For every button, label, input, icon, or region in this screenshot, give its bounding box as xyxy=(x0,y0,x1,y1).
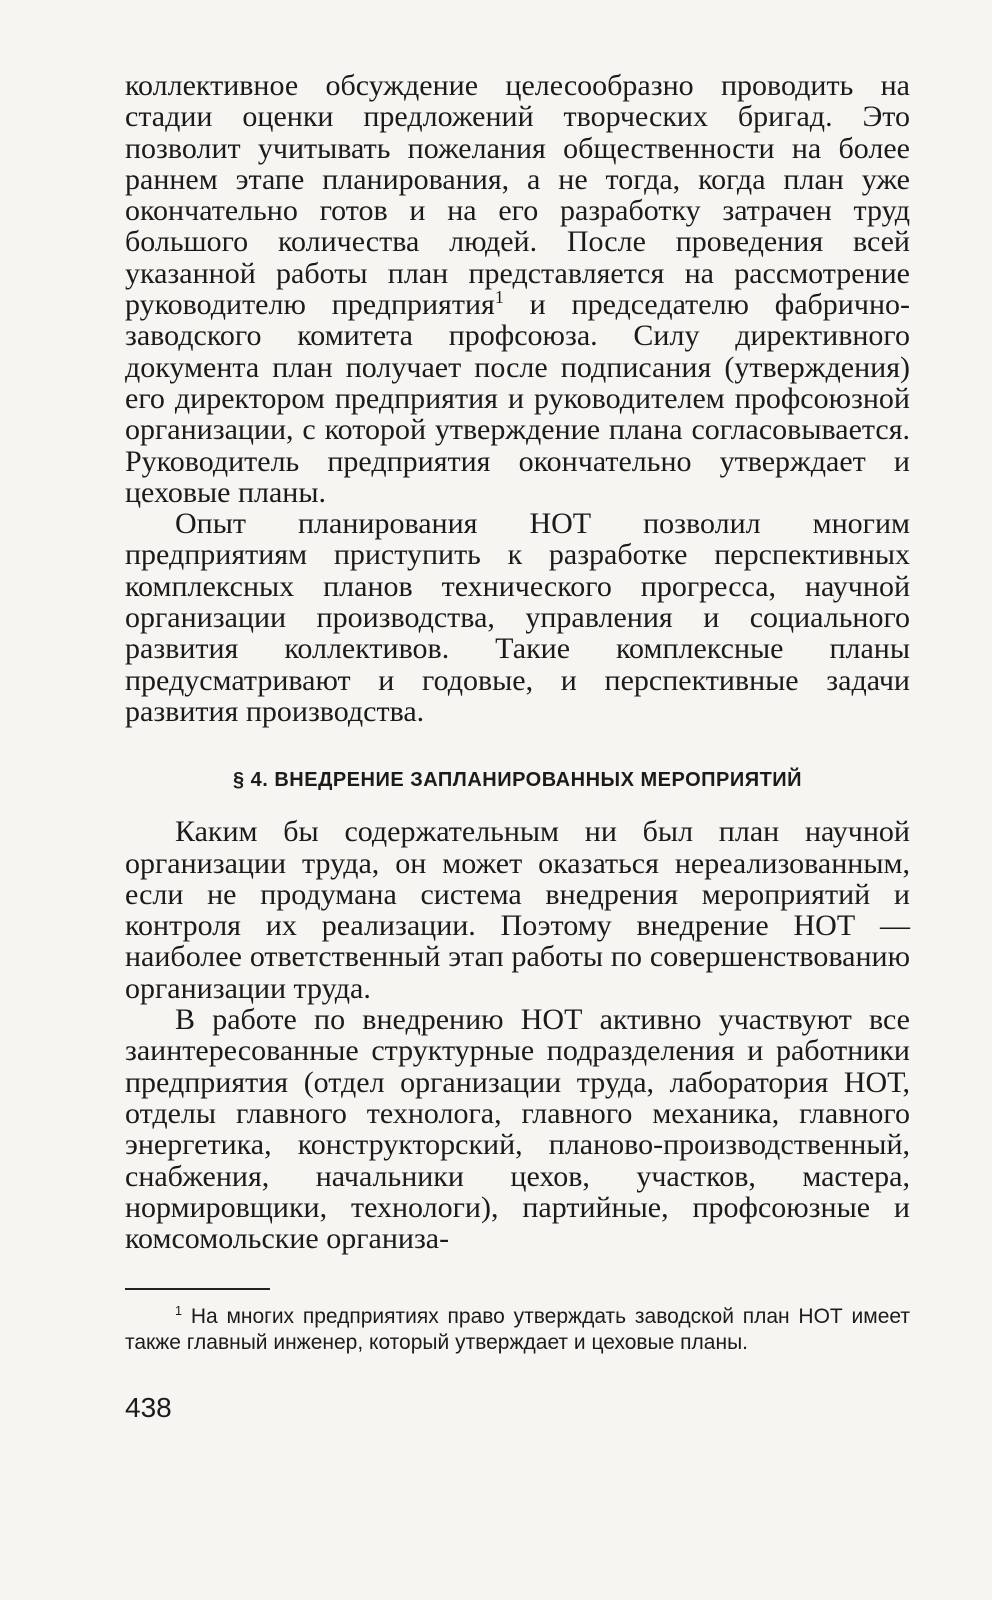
book-page xyxy=(125,70,910,1424)
paragraph-text-cont: и председателю фабрично-заводского комитета профсоюза. Силу директивного документа план получает после подписания (утверждения) его директором предприятия и руководителем профсоюзной организации, с которой утверждение плана согласовывается. Руководитель предприятия окончательно утверждает и цеховые планы. xyxy=(125,288,910,509)
footnote xyxy=(125,1304,910,1356)
footnote-reference: 1 xyxy=(494,287,504,308)
section-heading: § 4. ВНЕДРЕНИЕ ЗАПЛАНИРОВАННЫХ МЕРОПРИЯТИЙ xyxy=(232,769,803,792)
footnote-divider xyxy=(125,1288,270,1290)
paragraph-not-experience: Опыт планирования НОТ позволил многим предприятиям приступить к разработке перспективных комплексных планов технического прогресса, научной организации производства, управления и социального развития коллективов. Такие комплексные планы предусматривают и годовые, и перспективные задачи развития производства. xyxy=(125,507,910,728)
page-number: 438 xyxy=(125,1392,172,1424)
footnote-marker: 1 xyxy=(175,1304,183,1319)
paragraph-continued xyxy=(125,70,910,508)
footnote-text: На многих предприятиях право утверждать заводской план НОТ имеет также главный инженер, который утверждает и цеховые планы. xyxy=(125,1305,910,1355)
paragraph-participants: В работе по внедрению НОТ активно участвуют все заинтересованные структурные подразделения и работники предприятия (отдел организации труда, лаборатория НОТ, отделы главного технолога, главного механика, главного энергетика, конструкторский, планово-производственный, снабжения, начальники цехов, участков, мастера, нормировщики, технологи), партийные, профсоюзные и комсомольские организа- xyxy=(125,1003,910,1256)
paragraph-plan-realization: Каким бы содержательным ни был план научной организации труда, он может оказаться нереализованным, если не продумана система внедрения мероприятий и контроля их реализации. Поэтому внедрение НОТ — наиболее ответственный этап работы по совершенствованию организации труда. xyxy=(125,815,910,1005)
paragraph-text: коллективное обсуждение целесообразно проводить на стадии оценки предложений творческих бригад. Это позволит учитывать пожелания общественности на более раннем этапе планирования, а не тогда, когда план уже окончательно готов и на его разработку затрачен труд большого количества людей. После проведения всей указанной работы план представляется на рассмотрение руководителю предприятия xyxy=(125,69,910,322)
